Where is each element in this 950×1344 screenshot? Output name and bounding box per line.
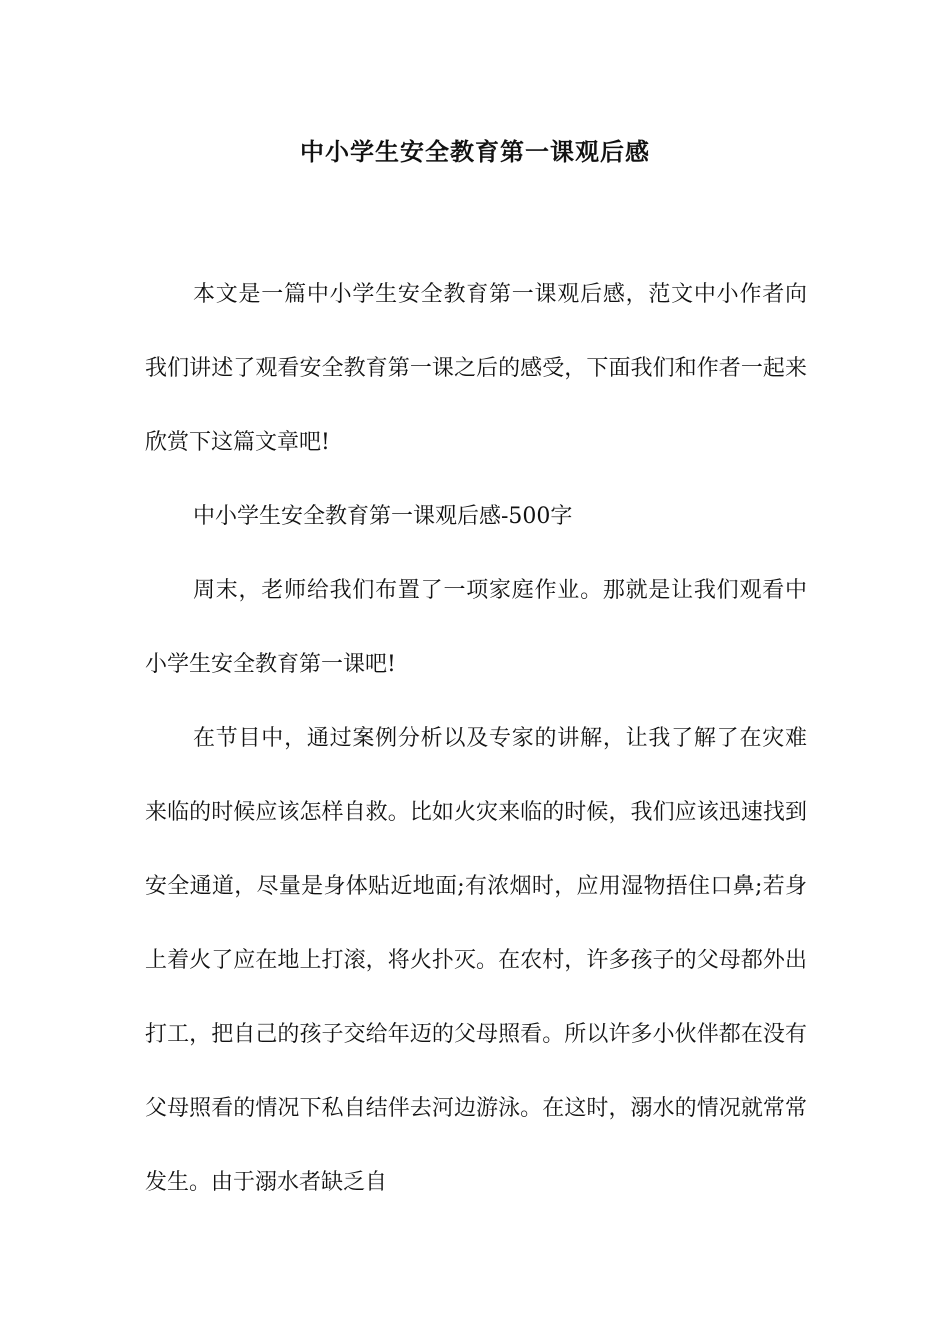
section-heading: 中小学生安全教育第一课观后感-500字 [193,504,573,529]
document-body [145,258,807,1220]
intro-paragraph: 本文是一篇中小学生安全教育第一课观后感，范文中小作者向我们讲述了观看安全教育第一课之后的感受，下面我们和作者一起来欣赏下这篇文章吧! [145,282,807,455]
body-paragraph: 在节目中，通过案例分析以及专家的讲解，让我了解了在灾难来临的时候应该怎样自救。比如火灾来临的时候，我们应该迅速找到安全通道，尽量是身体贴近地面;有浓烟时，应用湿物捂住口鼻;若身上着火了应在地上打滚，将火扑灭。在农村，许多孩子的父母都外出打工，把自己的孩子交给年迈的父母照看。所以许多小伙伴都在没有父母照看的情况下私自结伴去河边游泳。在这时，溺水的情况就常常发生。由于溺水者缺乏自 [145,726,807,1195]
document-title: 中小学生安全教育第一课观后感 [300,137,650,166]
body-paragraph: 周末，老师给我们布置了一项家庭作业。那就是让我们观看中小学生安全教育第一课吧! [145,578,807,677]
